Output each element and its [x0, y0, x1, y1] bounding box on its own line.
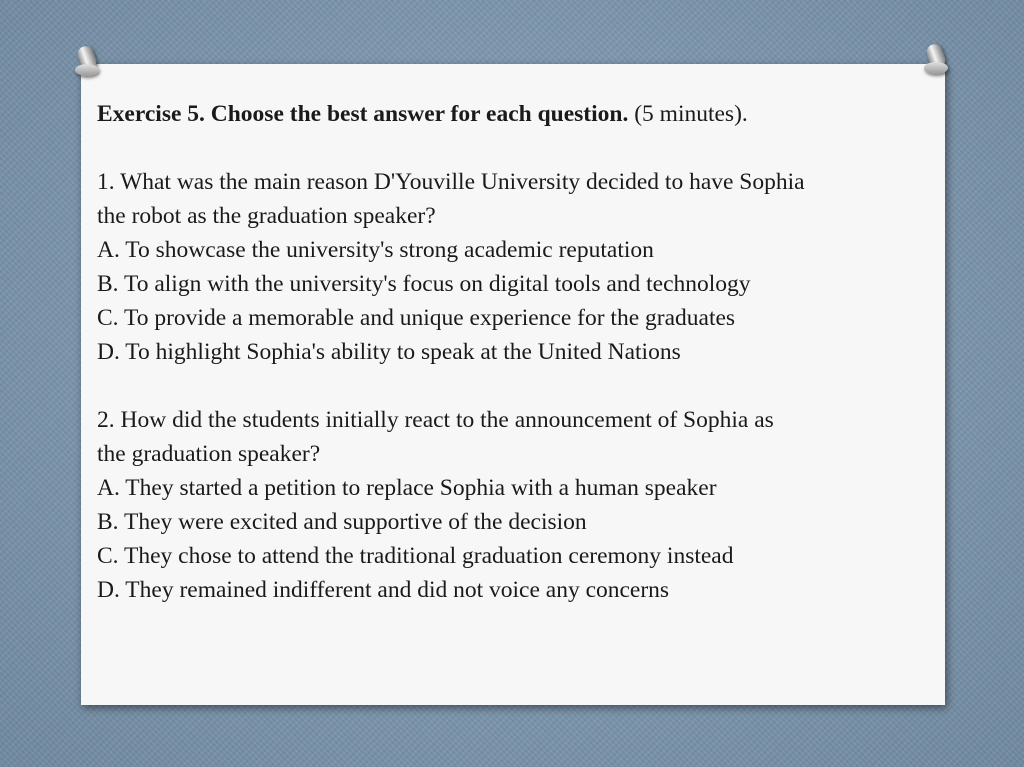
question-text: 1. What was the main reason D'Youville University decided to have Sophia — [97, 169, 805, 195]
answer-option: C. To provide a memorable and unique experience for the graduates — [97, 305, 736, 331]
answer-option: A. They started a petition to replace Sophia with a human speaker — [97, 475, 717, 501]
answer-option: C. They chose to attend the traditional graduation ceremony instead — [97, 543, 734, 569]
exercise-title — [97, 97, 957, 131]
answer-option: A. To showcase the university's strong academic reputation — [97, 237, 654, 263]
question-1 — [97, 165, 957, 369]
question-text: the robot as the graduation speaker? — [97, 203, 436, 229]
answer-option: D. They remained indifferent and did not voice any concerns — [97, 577, 670, 603]
answer-option: D. To highlight Sophia's ability to speak at the United Nations — [97, 339, 681, 365]
question-text: the graduation speaker? — [97, 441, 321, 467]
exercise-title-duration: (5 minutes). — [628, 101, 748, 127]
exercise-title-bold: Exercise 5. Choose the best answer for each question. — [97, 101, 629, 127]
exercise-content — [97, 97, 957, 607]
answer-option: B. To align with the university's focus on digital tools and technology — [97, 271, 751, 297]
pushpin-icon — [72, 42, 102, 80]
answer-option: B. They were excited and supportive of the decision — [97, 509, 587, 535]
question-2 — [97, 403, 957, 607]
question-text: 2. How did the students initially react to the announcement of Sophia as — [97, 407, 774, 433]
pushpin-icon — [921, 40, 951, 78]
